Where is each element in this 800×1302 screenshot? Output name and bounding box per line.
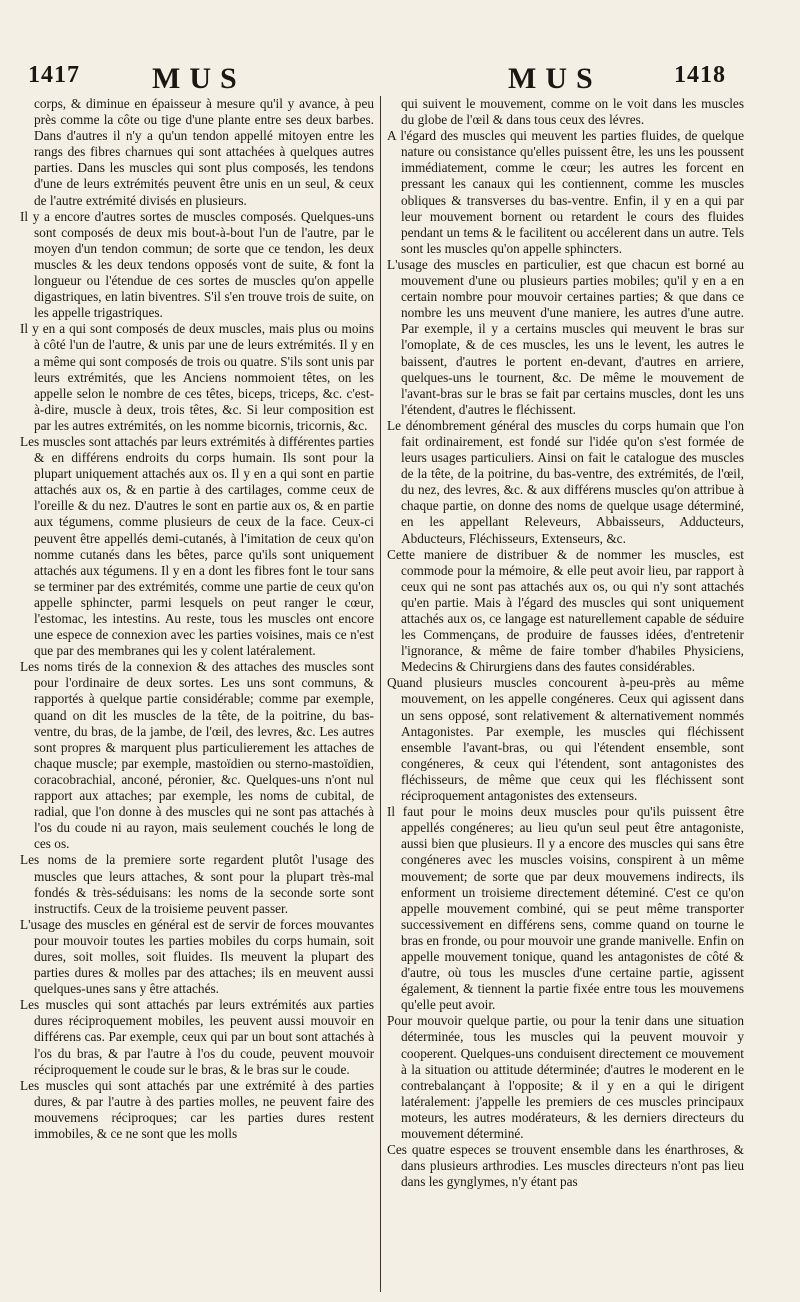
paragraph: Quand plusieurs muscles concourent à-peu-près au même mouvement, on les appelle congéneres. Ceux qui agissent dans un sens opposé, sont relativement & alternativement nommés Antagonistes. Par exemple, les muscles qui fléchissent ensemble l'avant-bras, ou qui l'étendent ensemble, sont congéneres, & ceux qui l'étendent, sont antagonistes des fléchisseurs, de même que ceux qui les fléchissent sont réciproquement antagonistes des extenseurs. [387, 675, 744, 804]
paragraph: Les muscles qui sont attachés par une extrémité à des parties dures, & par l'autre à des parties molles, ne peuvent faire des mouvemens réciproques; car les parties dures restent immobiles, & ce ne sont que les molls [20, 1077, 374, 1141]
paragraph: Les muscles sont attachés par leurs extrémités à différentes parties & en différens endroits du corps humain. Ils sont pour la plupart uniquement attachés aux os. Il y en a qui sont en partie attachés aux os, & en partie à des cartilages, comme ceux de l'oreille & du nez. D'autres le sont en partie aux os, & en partie aux tégumens, comme plusieurs de ceux de la face. Ceux-ci peuvent être appellés demi-cutanés, à l'imitation de ceux qu'on nomme cutanés dans les bêtes, parce qu'ils sont uniquement attachés aux tégumens. Il y en a dont les fibres font le tour sans se terminer par des extrémités, comme une partie de ceux qu'on appelle sphincter, parmi lesquels on peut ranger le cœur, l'estomac, les intestins. Au reste, tous les muscles ont encore une espece de connexion avec les parties voisines, mais ce n'est que par des membranes qui les y colent latéralement. [20, 433, 374, 659]
running-head-left: MUS [152, 62, 246, 95]
paragraph: Les noms de la premiere sorte regardent plutôt l'usage des muscles que leurs attaches, & sont pour la plupart très-mal fondés & très-séduisans: les noms de la seconde sorte sont instructifs. Ceux de la troisieme peuvent passer. [20, 852, 374, 916]
paragraph: L'usage des muscles en général est de servir de forces mouvantes pour mouvoir toutes les parties mobiles du corps humain, soit dures, soit molles, soit fluides. Ils meuvent la plupart des parties dures & molles par des attaches; ils en meuvent aussi quelques-unes sans y être attachés. [20, 916, 374, 997]
page-number-left: 1417 [28, 62, 80, 88]
paragraph: Les muscles qui sont attachés par leurs extrémités aux parties dures réciproquement mobiles, les peuvent aussi mouvoir en différens cas. Par exemple, ceux qui par un bout sont attachés à l'os du bras, & par l'autre à l'os du coude, peuvent mouvoir réciproquement le coude sur le bras, & le bras sur le coude. [20, 997, 374, 1077]
paragraph: Il y en a qui sont composés de deux muscles, mais plus ou moins à côté l'un de l'autre, & unis par une de leurs extrémités. Il y en a même qui sont composés de trois ou quatre. S'ils sont unis par leurs extrémités, que les Anciens nommoient têtes, on les appelle selon le nombre de ces têtes, biceps, triceps, &c. c'est-à-dire, muscle à deux, trois têtes, &c. Si leur composition est par les autres extrémités, on les nomme bicornis, tricornis, &c. [20, 321, 374, 433]
left-column [20, 96, 374, 1292]
paragraph: Ces quatre especes se trouvent ensemble dans les énarthroses, & dans plusieurs arthrodies. Les muscles directeurs n'ont pas lieu dans les gynglymes, n'y étant pas [387, 1142, 744, 1190]
column-divider [380, 96, 381, 1292]
paragraph: Cette maniere de distribuer & de nommer les muscles, est commode pour la mémoire, & elle peut avoir lieu, par rapport à ceux qui ne sont pas attachés aux os, ou qui n'y sont attachés qu'en partie. Mais à l'égard des muscles qui sont uniquement attachés aux os, ce langage est naturellement capable de séduire les Commençans, de produire de fausses idées, d'entretenir l'ignorance, & même de faire tomber d'habiles Physiciens, Medecins & Chirurgiens dans des fautes considérables. [387, 546, 744, 675]
paragraph: Le dénombrement général des muscles du corps humain que l'on fait ordinairement, est fondé sur l'idée qu'on s'est formée de leurs usages particuliers. Ainsi on fait le catalogue des muscles de la tête, de la poitrine, du bas-ventre, des extrémités, de l'œil, du nez, des levres, &c. & aux différens muscles qu'on attribue à chaque partie, on donne des noms de quelque usage déterminé, en les appellant Releveurs, Abbaisseurs, Adducteurs, Abducteurs, Fléchisseurs, Extenseurs, &c. [387, 417, 744, 546]
running-head-right: MUS [508, 62, 602, 95]
paragraph: A l'égard des muscles qui meuvent les parties fluides, de quelque nature ou consistance qu'elles puissent être, les uns les poussent immédiatement, comme le cœur; les autres les forcent en pressant les canaux qui les contiennent, comme les muscles obliques & transverses du bas-ventre. Enfin, il y en a qui par leur mouvement bornent ou retardent le cours des fluides pendant un tems & le facilitent ou accélerent dans un autre. Tels sont les muscles qu'on appelle sphincters. [387, 128, 744, 256]
paragraph: corps, & diminue en épaisseur à mesure qu'il y avance, à peu près comme la côte ou tige d'une plante entre ses deux barbes. Dans d'autres il n'y a qu'un tendon appellé mitoyen entre les rangs des fibres charnues qui sont attachées à quelques autres parties. Dans les muscles qui sont plus composés, les tendons d'une de leurs extrémités peuvent être unis en un seul, & ceux de l'autre extrémité divisés en plusieurs. [34, 96, 374, 208]
paragraph: Il faut pour le moins deux muscles pour qu'ils puissent être appellés congéneres; au lieu qu'un seul peut être antagoniste, aussi bien que plusieurs. Il y a encore des muscles qui sans être congéneres avec les muscles voisins, conspirent à un même mouvement; de sorte que par deux mouvemens indirects, ils enforment un troisieme directement déteminé. C'est ce qu'on appelle mouvement combiné, qui se peut même transporter successivement en différens sens, comme quand on tourne le bras en fronde, ou pour mouvoir une grande manivelle. Enfin on appelle mouvement tonique, quand les antagonistes de côté & d'autre, où tous les muscles d'une certaine partie, agissent également, & tiennent la partie fixée entre tous les mouvemens qu'elle peut avoir. [387, 804, 744, 1013]
paragraph: L'usage des muscles en particulier, est que chacun est borné au mouvement d'une ou plusieurs parties mobiles; qu'il y en a en certain nombre pour mouvoir certaines parties; & que dans ce nombre les uns meuvent d'une maniere, les autres d'une autre. Par exemple, il y a certains muscles qui meuvent le bras sur l'omoplate, & de ces muscles, les uns le levent, les autres le baissent, d'autres le portent en-devant, d'autres en arriere, quelques-uns le tournent, &c. De même le mouvement de l'avant-bras sur le bras se fait par certains muscles, dont les uns l'étendent, d'autres le fléchissent. [387, 256, 744, 417]
paragraph: Pour mouvoir quelque partie, ou pour la tenir dans une situation déterminée, tous les muscles qui la peuvent mouvoir y cooperent. Quelques-uns conduisent directement ce mouvement à la situation ou attitude déterminée; d'autres le moderent en le contrebalançant à l'opposite; & il y en a qui le dirigent latéralement: j'appelle les premiers de ces muscles principaux moteurs, les autres modérateurs, & les derniers directeurs du mouvement déterminé. [387, 1013, 744, 1141]
paragraph: Il y a encore d'autres sortes de muscles composés. Quelques-uns sont composés de deux mis bout-à-bout l'un de l'autre, par le moyen d'un tendon commun; de sorte que ce tendon, les deux muscles & les deux tendons opposés vont de suite, & font la longueur ou l'étendue de ces sortes de muscles qu'on appelle digastriques, en latin biventres. S'il s'en trouve trois de suite, on les appelle trigastriques. [20, 208, 374, 321]
right-column [387, 96, 744, 1292]
paragraph: Les noms tirés de la connexion & des attaches des muscles sont pour l'ordinaire de deux sortes. Les uns sont communs, & rapportés à quelque partie considérable; comme par exemple, quand on dit les muscles de la tête, de la poitrine, du bas-ventre, du bras, de la jambe, de l'œil, des levres, &c. Les autres sont propres & marquent plus particulierement les attaches de chaque muscle; par exemple, mastoïdien ou sterno-mastoïdien, coracobrachial, anconé, péronier, &c. Quelques-uns n'ont nul rapport aux attaches; par exemple, les noms de cubital, de radial, que l'on donne à des muscles qui ne sont pas attachés à l'os du coude ni au rayon, mais seulement couchés le long de ces os. [20, 659, 374, 852]
paragraph: qui suivent le mouvement, comme on le voit dans les muscles du globe de l'œil & dans tous ceux des lévres. [401, 96, 744, 128]
page-number-right: 1418 [674, 62, 726, 88]
